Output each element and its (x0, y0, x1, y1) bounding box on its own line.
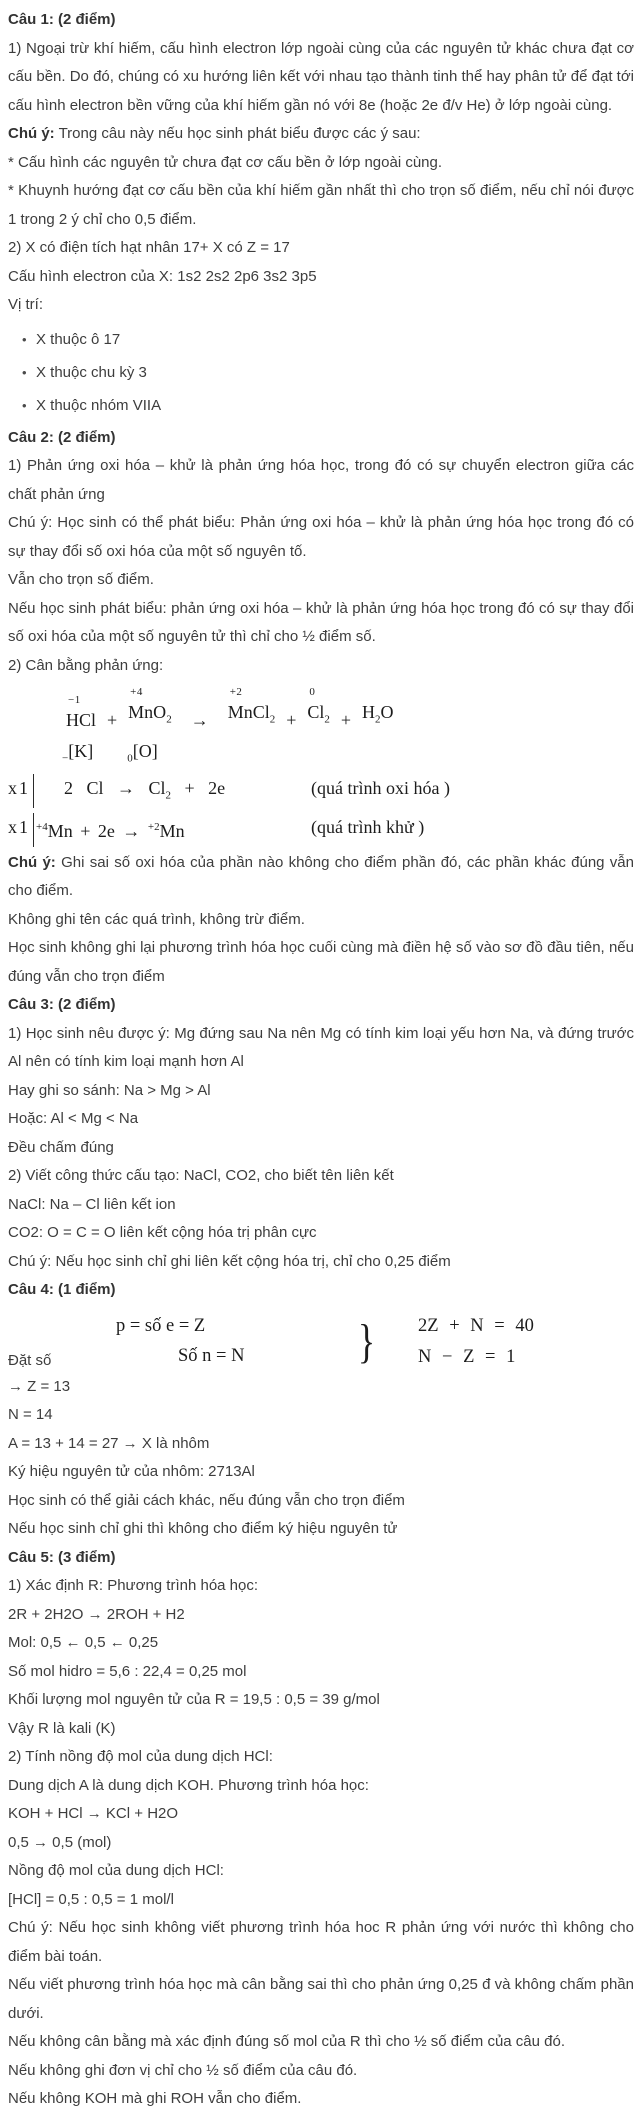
paragraph-text: A = 13 + 14 = 27 → X là nhôm (8, 1434, 210, 1452)
superscript: +2 (147, 820, 160, 833)
paragraph-text: Nếu không ghi đơn vị chỉ cho ½ số điểm của câu đó. (8, 2061, 358, 2079)
equation-line: N − Z = 1 (418, 1346, 516, 1367)
paragraph-text: Vẫn cho trọn số điểm. (8, 571, 154, 588)
paragraph (8, 1401, 634, 1430)
paragraph-text: Vậy R là kali (K) (8, 1719, 116, 1737)
paragraph (8, 1515, 634, 1544)
multiplier: x1 (8, 813, 34, 847)
formula-text: HCl (66, 709, 97, 730)
paragraph (8, 1772, 634, 1801)
formula-text: → (190, 709, 209, 730)
paragraph (8, 1191, 634, 1220)
paragraph (8, 1134, 634, 1163)
formula-cell (191, 694, 209, 733)
content-section-3 (8, 1373, 634, 2114)
paragraph-text: 2R + 2H2O → 2ROH + H2 (8, 1605, 185, 1623)
oxidation-number (107, 694, 109, 707)
paragraph-text: Số mol hidro = 5,6 : 22,4 = 0,25 mol (8, 1662, 247, 1680)
paragraph-text: 1) Ngoại trừ khí hiếm, cấu hình electron lớp ngoài cùng của các nguyên tử khác chưa đạt cơ cấu bền. Do đó, chúng có xu hướng liên kết với nhau tạo thành tinh thể hay phân tử để đạt tới cấu hình electron bền vững của khí hiếm gần nó với 8e (hoặc 2e đ/v He) ở lớp ngoài cùng. (8, 39, 634, 114)
paragraph-text: Hoặc: Al < Mg < Na (8, 1110, 139, 1128)
paragraph (8, 149, 634, 178)
formula-text: Cl (307, 702, 325, 722)
brace: } (357, 1314, 376, 1368)
paragraph (8, 291, 634, 320)
equation-line: 2Z + N = 40 (418, 1315, 534, 1336)
content-section-2 (8, 849, 634, 1305)
paragraph (8, 1487, 634, 1516)
note-label: Chú ý: (8, 125, 55, 142)
paragraph (8, 509, 634, 566)
paragraph-text: 2) X có điện tích hạt nhân 17+ X có Z = 17 (8, 239, 290, 256)
formula-cell (128, 686, 172, 733)
section-heading: Câu 3: (2 điểm) (8, 996, 116, 1014)
oxidation-number: +4 (130, 686, 143, 698)
formula (228, 699, 276, 733)
paragraph-text: 0,5 → 0,5 (mol) (8, 1833, 112, 1851)
subscript: 2 (165, 789, 172, 802)
electron-balance-row (62, 738, 634, 772)
oxidation-half-reaction (8, 774, 634, 810)
paragraph-text: Cấu hình electron của X: 1s2 2s2 2p6 3s2 3p5 (8, 267, 317, 285)
paragraph (8, 234, 634, 263)
process-label: (quá trình oxi hóa ) (311, 778, 450, 799)
oxi-notation (127, 738, 158, 772)
formula-text: + 2e (171, 778, 226, 799)
paragraph-text: Đều chấm đúng (8, 1138, 114, 1156)
formula (128, 699, 172, 733)
formula-text: H (362, 702, 376, 722)
paragraph (8, 849, 634, 906)
subscript: 2 (269, 713, 276, 726)
oxidation-number (286, 694, 288, 707)
formula (66, 707, 96, 733)
paragraph (8, 1458, 634, 1487)
paragraph-text: Dung dịch A là dung dịch KOH. Phương trình hóa học: (8, 1776, 369, 1794)
paragraph-text: Chú ý: Nếu học sinh không viết phương trình hóa hoc R phản ứng với nước thì không cho điểm bài toán. (8, 1919, 634, 1965)
paragraph (8, 1572, 634, 1601)
formula-text: 2 Cl → Cl (64, 778, 166, 799)
redox-equation-block (8, 686, 634, 847)
khu-notation (62, 738, 93, 772)
paragraph-text: * Cấu hình các nguyên tử chưa đạt cơ cấu bền ở lớp ngoài cùng. (8, 153, 443, 171)
paragraph-text: → Z = 13 (8, 1377, 71, 1395)
paragraph (8, 1800, 634, 1829)
paragraph-text: Trong câu này nếu học sinh phát biểu được các ý sau: (54, 125, 421, 142)
paragraph (8, 1373, 634, 1402)
paragraph-text: CO2: O = C = O liên kết cộng hóa trị phân cực (8, 1224, 317, 1242)
definition-line: Số n = N (178, 1345, 245, 1366)
paragraph-text: Ký hiệu nguyên tử của nhôm: 2713Al (8, 1463, 255, 1481)
formula-text: MnCl (227, 702, 270, 722)
paragraph (8, 1077, 634, 1106)
formula (341, 707, 351, 733)
section-heading: Câu 4: (1 điểm) (8, 1281, 116, 1299)
formula-text: O (380, 702, 394, 722)
paragraph (8, 1219, 634, 1248)
system-equations (418, 1311, 534, 1373)
system-definitions (116, 1311, 351, 1373)
paragraph (8, 1971, 634, 2028)
formula-text: [K] (68, 740, 94, 761)
formula-text: + (286, 709, 297, 730)
paragraph (8, 120, 634, 149)
oxidation-number: −1 (68, 693, 81, 706)
formula (191, 707, 209, 733)
paragraph (8, 1430, 634, 1459)
paragraph (8, 2085, 634, 2114)
paragraph (8, 1105, 634, 1134)
note-label: Chú ý: (8, 853, 56, 871)
subscript: 2 (166, 713, 172, 726)
paragraph-text: [HCl] = 0,5 : 0,5 = 1 mol/l (8, 1890, 174, 1908)
paragraph-text: Nếu viết phương trình hóa học mà cân bằng sai thì cho phản ứng 0,25 đ và không chấm phần dưới. (8, 1976, 634, 2022)
oxidation-number (341, 694, 343, 707)
paragraph-text: 1) Phản ứng oxi hóa – khử là phản ứng hóa học, trong đó có sự chuyển electron giữa các chất phản ứng (8, 457, 634, 503)
paragraph-text: Học sinh không ghi lại phương trình hóa học cuối cùng mà điền hệ số vào sơ đồ đầu tiên, nếu đúng vẫn cho trọn điểm (8, 939, 634, 985)
paragraph-text: 1) Xác định R: Phương trình hóa học: (8, 1577, 259, 1595)
paragraph (8, 1914, 634, 1971)
paragraph-text: N = 14 (8, 1406, 53, 1424)
section-heading: Câu 1: (2 điểm) (8, 11, 116, 28)
paragraph (8, 906, 634, 935)
paragraph (8, 595, 634, 652)
list-item: • X thuộc nhóm VIIA (36, 389, 634, 422)
formula (362, 699, 394, 733)
system-label: Đặt số (8, 1351, 52, 1369)
paragraph-text: Chú ý: Nếu học sinh chỉ ghi liên kết cộng hóa trị, chỉ cho 0,25 điểm (8, 1252, 451, 1270)
paragraph (8, 1629, 634, 1658)
formula-text: Mn (159, 820, 185, 841)
paragraph-text: Mol: 0,5 ← 0,5 ← 0,25 (8, 1634, 159, 1652)
multiplier: x1 (8, 774, 34, 808)
paragraph-text: 2) Viết công thức cấu tạo: NaCl, CO2, cho biết tên liên kết (8, 1167, 394, 1185)
paragraph (8, 2028, 634, 2057)
subscript: 0 (127, 752, 133, 765)
equation-system-block (8, 1311, 634, 1373)
paragraph (8, 566, 634, 595)
paragraph (8, 1020, 634, 1077)
paragraph-text: Hay ghi so sánh: Na > Mg > Al (8, 1081, 211, 1099)
paragraph (8, 1743, 634, 1772)
formula-cell (228, 686, 276, 733)
paragraph (8, 452, 634, 509)
formula-cell (307, 686, 330, 733)
paragraph (8, 1248, 634, 1277)
paragraph-text: 2) Tính nồng độ mol của dung dịch HCl: (8, 1748, 273, 1766)
paragraph (8, 1857, 634, 1886)
oxidation-number (191, 694, 193, 707)
paragraph-text: KOH + HCl → KCl + H2O (8, 1805, 179, 1823)
formula-text: + (340, 709, 352, 730)
paragraph (8, 652, 634, 681)
paragraph-text: Không ghi tên các quá trình, không trừ điểm. (8, 910, 305, 928)
paragraph (8, 1658, 634, 1687)
paragraph-text: Học sinh có thể giải cách khác, nếu đúng vẫn cho trọn điểm (8, 1491, 405, 1509)
paragraph (8, 1601, 634, 1630)
list-item: • X thuộc chu kỳ 3 (36, 356, 634, 389)
half-reaction-formula (36, 813, 311, 845)
paragraph-text: Nếu không KOH mà ghi ROH vẫn cho điểm. (8, 2090, 302, 2108)
formula-cell (107, 694, 117, 733)
formula-text: MnO (128, 702, 167, 722)
oxidation-number: +2 (229, 686, 243, 698)
bullet-list (8, 323, 634, 422)
paragraph-text: 2) Cân bằng phản ứng: (8, 656, 164, 674)
paragraph (8, 177, 634, 234)
reduction-half-reaction (8, 813, 634, 847)
subscript: 2 (324, 713, 330, 726)
content-section-1 (8, 6, 634, 680)
formula (307, 699, 330, 733)
paragraph-text: Nếu học sinh chỉ ghi thì không cho điểm ký hiệu nguyên tử (8, 1520, 398, 1538)
subscript: 2 (375, 713, 381, 726)
paragraph (8, 934, 634, 991)
formula-cell (341, 694, 351, 733)
paragraph (8, 1162, 634, 1191)
paragraph-text: Khối lượng mol nguyên tử của R = 19,5 : 0,5 = 39 g/mol (8, 1691, 380, 1709)
list-item: • X thuộc ô 17 (36, 323, 634, 356)
paragraph (8, 2057, 634, 2086)
formula-text: + (107, 709, 118, 730)
paragraph (8, 263, 634, 292)
process-label: (quá trình khử ) (311, 816, 425, 837)
formula (107, 707, 117, 733)
paragraph-text: Nếu học sinh phát biểu: phản ứng oxi hóa – khử là phản ứng hóa học trong đó có sự thay đổi số oxi hóa của một số nguyên tử thì chỉ cho ½ điểm số. (8, 599, 634, 645)
paragraph (8, 1886, 634, 1915)
oxidation-number: 0 (309, 686, 316, 698)
paragraph-text: Vị trí: (8, 296, 44, 313)
formula-text: Mn + 2e → (47, 820, 148, 841)
formula-cell (66, 694, 96, 733)
half-reaction-formula (64, 774, 311, 810)
redox-equation-row (66, 686, 634, 733)
paragraph-text: Nồng độ mol của dung dịch HCl: (8, 1862, 224, 1880)
subscript: − (62, 752, 69, 765)
paragraph-text: NaCl: Na – Cl liên kết ion (8, 1195, 176, 1213)
superscript: +4 (36, 820, 48, 833)
paragraph (8, 1686, 634, 1715)
formula-cell (362, 686, 394, 733)
formula-cell (286, 694, 296, 733)
definition-line: p = số e = Z (116, 1315, 206, 1336)
paragraph (8, 35, 634, 121)
paragraph-text: * Khuynh hướng đạt cơ cấu bền của khí hiếm gần nhất thì cho trọn số điểm, nếu chỉ nói được 1 trong 2 ý chỉ cho 0,5 điểm. (8, 182, 634, 228)
section-heading: Câu 5: (3 điểm) (8, 1548, 116, 1566)
section-heading: Câu 2: (2 điểm) (8, 428, 116, 446)
paragraph (8, 1829, 634, 1858)
paragraph-text: Nếu không cân bằng mà xác định đúng số mol của R thì cho ½ số điểm của câu đó. (8, 2033, 566, 2051)
formula-text: [O] (132, 740, 158, 761)
formula (286, 707, 296, 733)
oxidation-number (362, 686, 364, 699)
paragraph-text: Ghi sai số oxi hóa của phần nào không cho điểm phần đó, các phần khác đúng vẫn cho điểm. (8, 853, 634, 900)
paragraph-text: 1) Học sinh nêu được ý: Mg đứng sau Na nên Mg có tính kim loại yếu hơn Na, và đứng trước Al nên có tính kim loại mạnh hơn Al (8, 1024, 634, 1071)
paragraph (8, 1715, 634, 1744)
paragraph-text: Chú ý: Học sinh có thể phát biểu: Phản ứng oxi hóa – khử là phản ứng hóa học trong đó có sự thay đổi số oxi hóa của một số nguyên tố. (8, 514, 634, 560)
